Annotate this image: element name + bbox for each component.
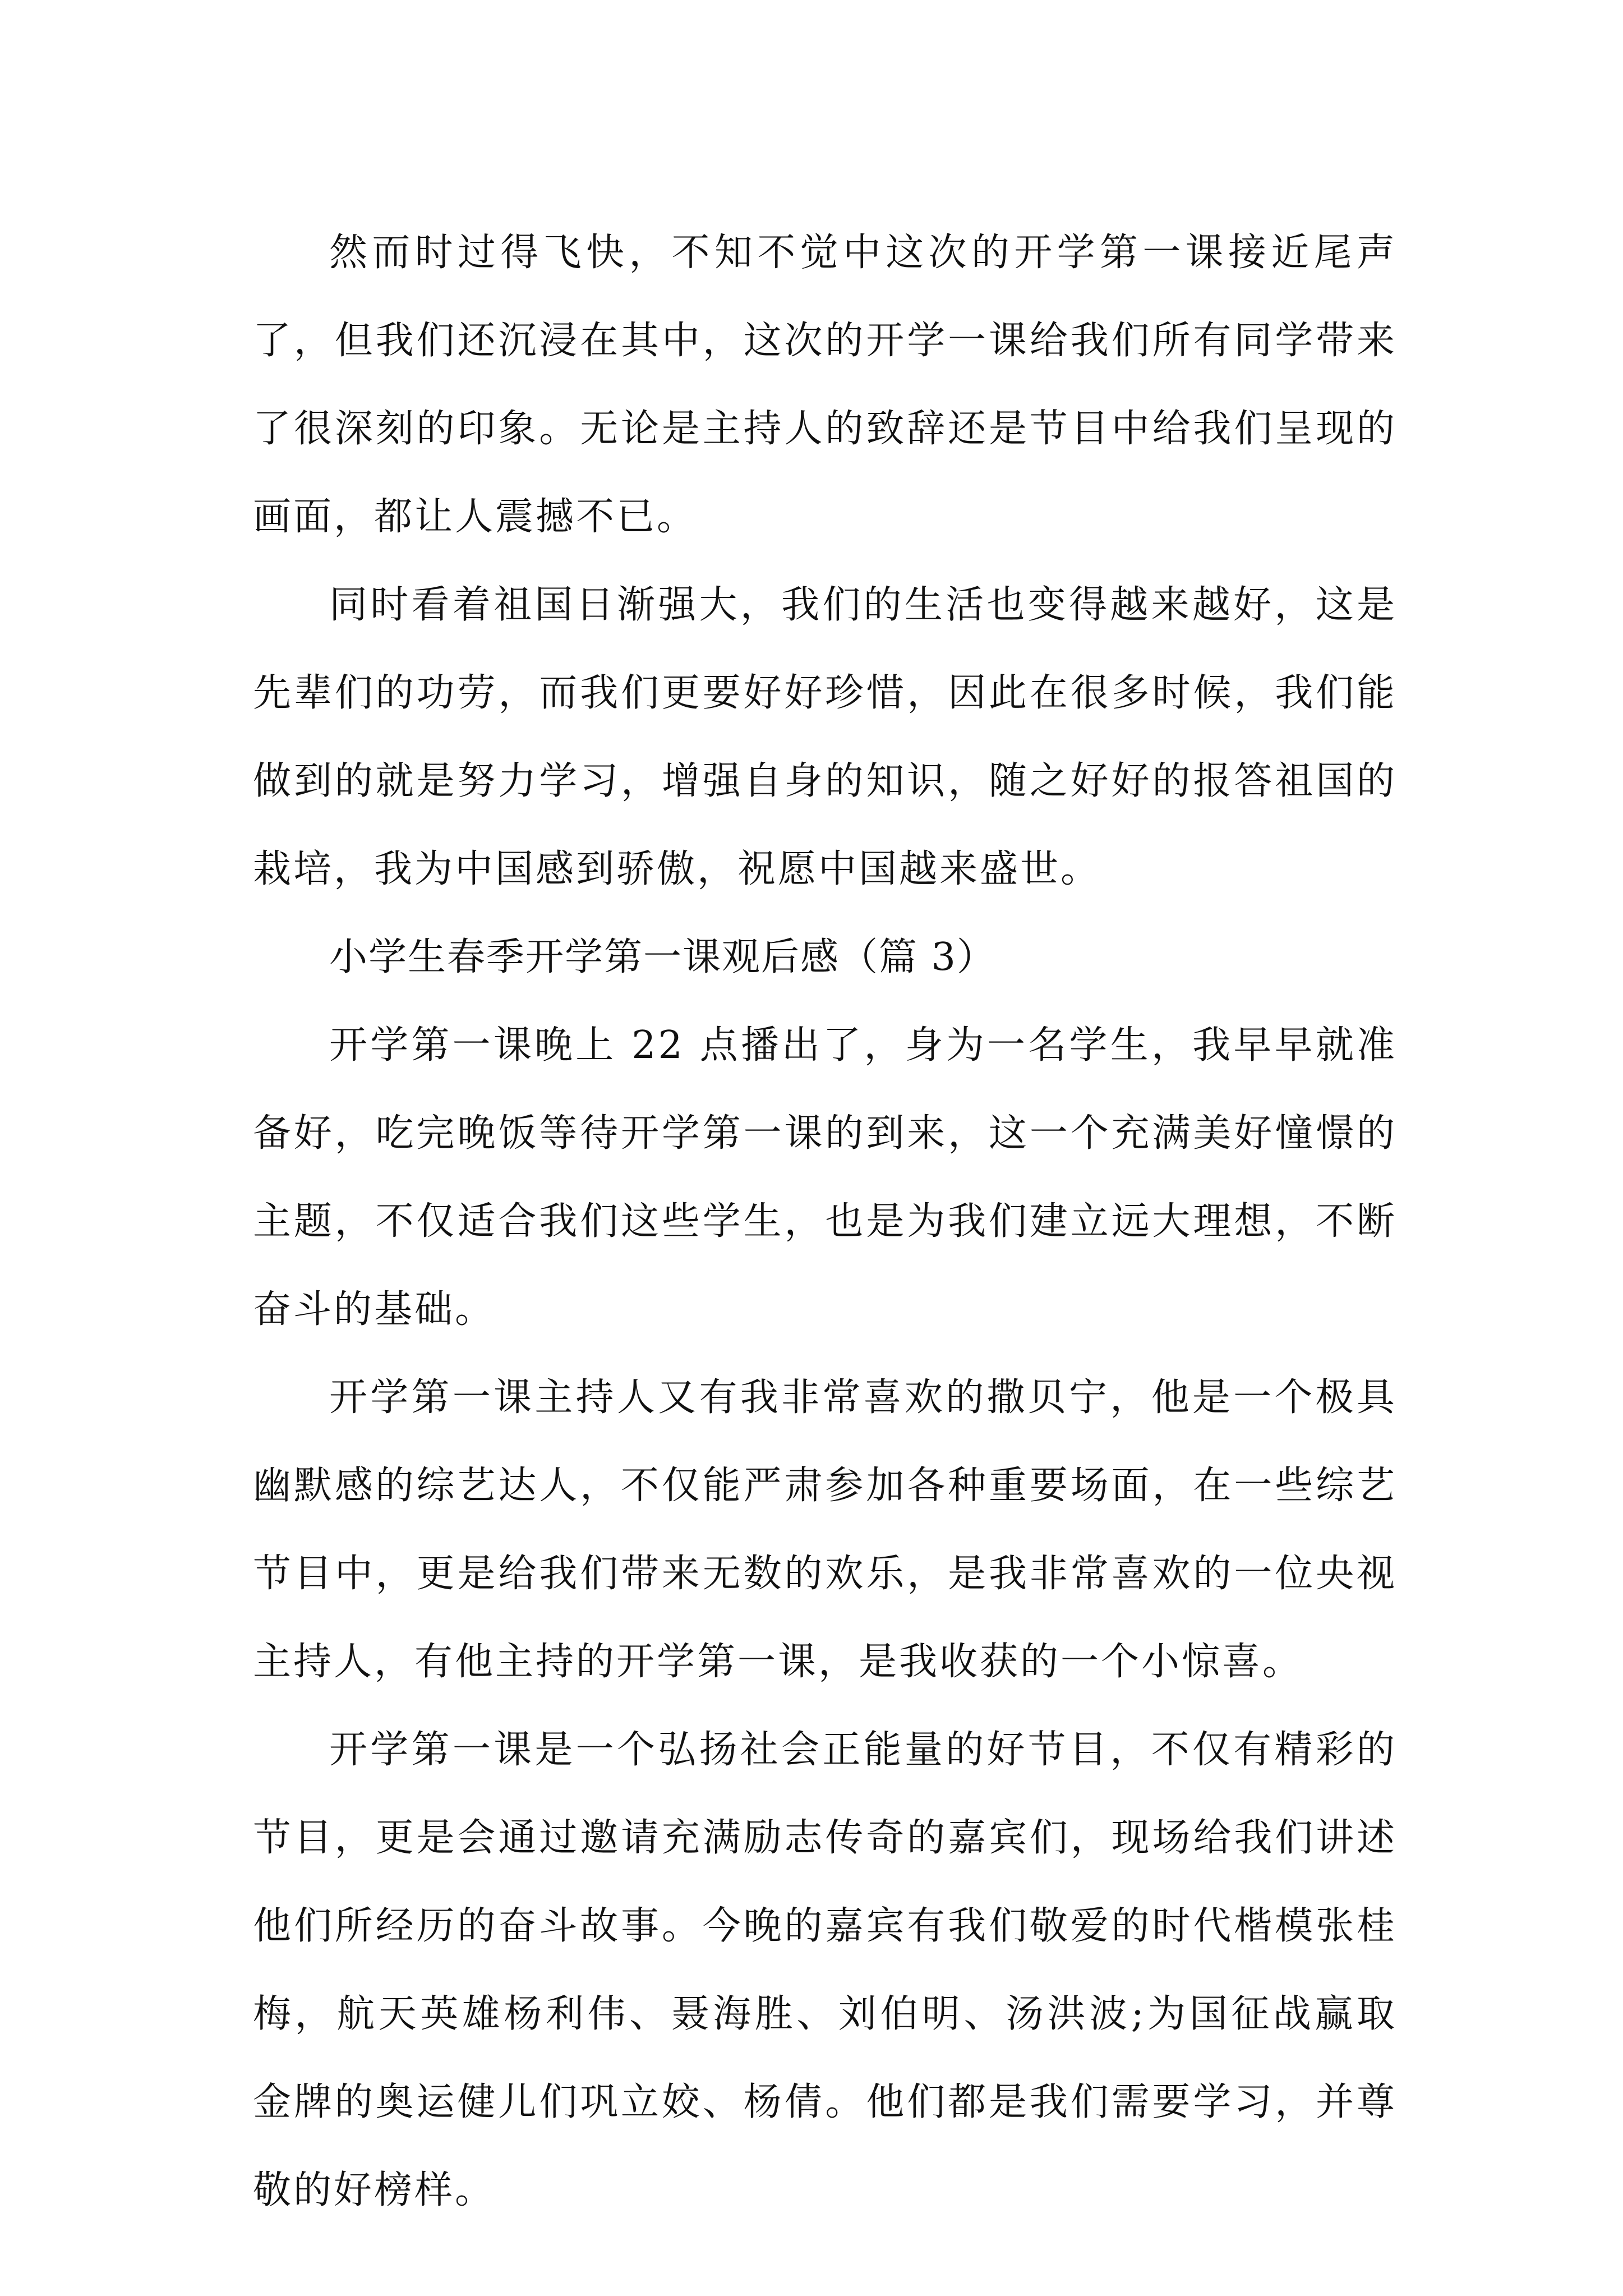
paragraph-3: 开学第一课晚上 22 点播出了，身为一名学生，我早早就准备好，吃完晚饭等待开学第一课的到来，这一个充满美好憧憬的主题，不仅适合我们这些学生，也是为我们建立远大理想，不断奋斗的基础。	[253, 1023, 1397, 1332]
paragraph-4: 开学第一课主持人又有我非常喜欢的撒贝宁，他是一个极具幽默感的综艺达人，不仅能严肃参加各种重要场面，在一些综艺节目中，更是给我们带来无数的欢乐，是我非常喜欢的一位央视主持人，有他主持的开学第一课，是我收获的一个小惊喜。	[253, 1375, 1397, 1684]
section-heading: 小学生春季开学第一课观后感（篇 3）	[329, 935, 996, 979]
paragraph-2: 同时看着祖国日渐强大，我们的生活也变得越来越好，这是先辈们的功劳，而我们更要好好珍惜，因此在很多时候，我们能做到的就是努力学习，增强自身的知识，随之好好的报答祖国的栽培，我为中国感到骄傲，祝愿中国越来盛世。	[253, 583, 1397, 891]
paragraph-5: 开学第一课是一个弘扬社会正能量的好节目，不仅有精彩的节目，更是会通过邀请充满励志传奇的嘉宾们，现场给我们讲述他们所经历的奋斗故事。今晚的嘉宾有我们敬爱的时代楷模张桂梅，航天英雄杨利伟、聂海胜、刘伯明、汤洪波;为国征战赢取金牌的奥运健儿们巩立姣、杨倩。他们都是我们需要学习，并尊敬的好榜样。	[253, 1728, 1397, 2212]
paragraph-1: 然而时过得飞快，不知不觉中这次的开学第一课接近尾声了，但我们还沉浸在其中，这次的开学一课给我们所有同学带来了很深刻的印象。无论是主持人的致辞还是节目中给我们呈现的画面，都让人震撼不已。	[253, 231, 1397, 539]
body-text	[253, 209, 1397, 2234]
